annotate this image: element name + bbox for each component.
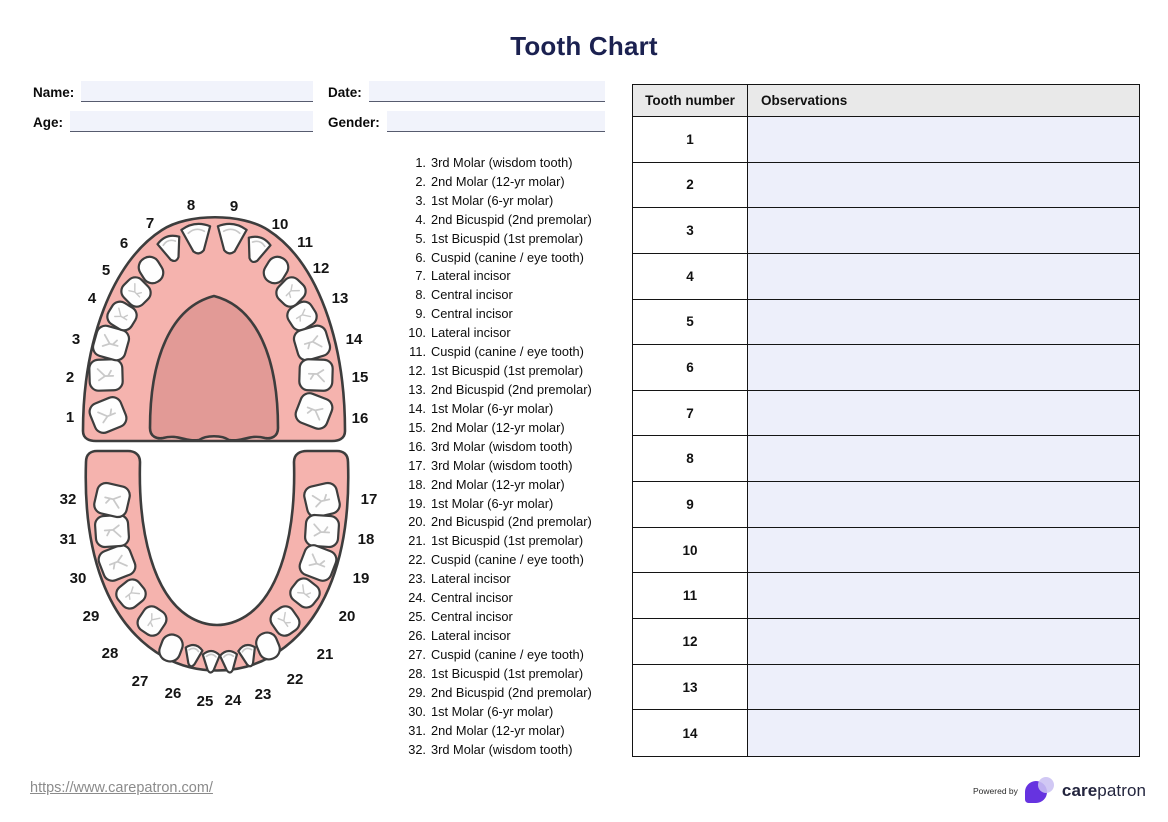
tooth-number-label: 17 [360, 491, 378, 508]
table-row [633, 345, 1139, 391]
tooth-list-number: 7. [415, 268, 426, 284]
tooth-list-number: 28. [408, 665, 426, 681]
tooth-list-number: 4. [415, 211, 426, 227]
tooth-number-label: 20 [338, 608, 356, 625]
tooth-list-item [401, 740, 616, 759]
tooth-number-label: 10 [271, 216, 289, 233]
tooth-list-number: 17. [408, 457, 426, 473]
tooth-number-cell: 2 [633, 163, 748, 208]
tooth-number-label: 16 [351, 410, 369, 427]
tooth-list-number: 21. [408, 533, 426, 549]
tooth-number-label: 7 [145, 215, 155, 232]
age-field-group [33, 110, 313, 132]
tooth-list-item [401, 210, 616, 229]
tooth-number-label: 25 [196, 693, 214, 710]
tooth-number-label: 30 [69, 570, 87, 587]
tooth-number-cell: 11 [633, 573, 748, 618]
observation-cell[interactable] [748, 436, 1139, 481]
date-label: Date: [328, 85, 362, 100]
tooth-list-number: 16. [408, 438, 426, 454]
tooth-number-label: 18 [357, 531, 375, 548]
tooth-list-item [401, 399, 616, 418]
tooth-list-item [401, 191, 616, 210]
tooth-list-number: 29. [408, 684, 426, 700]
tooth-list-item [401, 418, 616, 437]
tooth-list-number: 32. [408, 741, 426, 757]
tooth-list-name: 2nd Bicuspid (2nd premolar) [431, 211, 592, 227]
page-title: Tooth Chart [510, 31, 658, 61]
tooth-name-list [401, 153, 616, 759]
name-field-group [33, 80, 313, 102]
tooth-number-label: 19 [352, 570, 370, 587]
tooth-list-item [401, 626, 616, 645]
tooth-number-cell: 6 [633, 345, 748, 390]
tooth-number-label: 24 [224, 692, 242, 709]
tooth-list-item [401, 153, 616, 172]
carepatron-url-link[interactable]: https://www.carepatron.com/ [30, 780, 213, 796]
tooth-list-item [401, 229, 616, 248]
tooth-list-name: 2nd Molar (12-yr molar) [431, 419, 565, 435]
tooth-list-name: Lateral incisor [431, 268, 511, 284]
tooth-shape [95, 514, 130, 547]
tooth-list-item [401, 513, 616, 532]
tooth-list-number: 5. [415, 230, 426, 246]
powered-by-block [973, 777, 1146, 804]
tooth-number-label: 4 [87, 290, 97, 307]
tooth-number-label: 14 [345, 331, 363, 348]
tooth-list-name: 1st Bicuspid (1st premolar) [431, 363, 584, 379]
name-label: Name: [33, 85, 75, 100]
tooth-list-name: 2nd Bicuspid (2nd premolar) [431, 382, 592, 398]
tooth-list-number: 10. [408, 325, 426, 341]
tooth-list-number: 20. [408, 514, 426, 530]
tooth-number-cell: 12 [633, 619, 748, 664]
tooth-number-cell: 3 [633, 208, 748, 253]
observation-cell[interactable] [748, 117, 1139, 162]
tooth-number-label: 15 [351, 369, 369, 386]
tooth-list-number: 2. [415, 173, 426, 189]
tooth-list-name: 1st Bicuspid (1st premolar) [431, 665, 584, 681]
tooth-list-number: 24. [408, 590, 426, 606]
tooth-number-label: 21 [316, 646, 334, 663]
tooth-shape [299, 359, 333, 391]
tooth-list-number: 9. [415, 306, 426, 322]
tooth-list-item [401, 702, 616, 721]
tooth-list-name: Lateral incisor [431, 628, 511, 643]
gender-field-group [328, 110, 605, 132]
tooth-number-label: 2 [65, 369, 75, 386]
tooth-list-name: Cuspid (canine / eye tooth) [431, 249, 584, 265]
tooth-list-number: 22. [408, 552, 426, 568]
observation-cell[interactable] [748, 482, 1139, 527]
tooth-list-number: 15. [408, 419, 426, 435]
tooth-list-item [401, 285, 616, 304]
table-row [633, 619, 1139, 665]
powered-by-text: Powered by [973, 785, 1018, 796]
table-row [633, 710, 1139, 756]
tooth-list-item [401, 531, 616, 550]
tooth-number-label: 11 [297, 234, 313, 251]
observations-header: Observations [761, 93, 848, 108]
tooth-list-item [401, 550, 616, 569]
tooth-number-label: 23 [254, 686, 272, 703]
observation-cell[interactable] [748, 345, 1139, 390]
tooth-list-name: 1st Molar (6-yr molar) [431, 703, 554, 719]
tooth-number-label: 26 [164, 685, 182, 702]
table-row [633, 391, 1139, 437]
tooth-list-item [401, 683, 616, 702]
table-row [633, 300, 1139, 346]
tooth-list-name: 1st Bicuspid (1st premolar) [431, 533, 584, 549]
tooth-list-item [401, 664, 616, 683]
tooth-list-number: 11. [409, 344, 426, 360]
tooth-number-cell: 4 [633, 254, 748, 299]
carepatron-logo-icon [1025, 777, 1057, 804]
date-input[interactable] [369, 81, 605, 102]
tooth-list-item [401, 304, 616, 323]
tooth-number-label: 22 [286, 671, 304, 688]
tooth-number-label: 3 [71, 331, 81, 348]
table-row [633, 436, 1139, 482]
tooth-number-header: Tooth number [633, 85, 748, 116]
tooth-list-item [401, 645, 616, 664]
tooth-list-item [401, 475, 616, 494]
tooth-list-number: 12. [408, 363, 426, 379]
tooth-list-item [401, 248, 616, 267]
tooth-list-item [401, 607, 616, 626]
tooth-list-name: Cuspid (canine / eye tooth) [431, 646, 584, 662]
tooth-list-name: Central incisor [431, 287, 513, 303]
tooth-number-label: 8 [186, 197, 196, 214]
tooth-list-name: Central incisor [431, 306, 513, 322]
tooth-list-number: 26. [408, 628, 426, 643]
tooth-list-name: Lateral incisor [431, 571, 511, 587]
tooth-list-item [401, 323, 616, 342]
table-row [633, 528, 1139, 574]
observation-cell[interactable] [748, 254, 1139, 299]
tooth-number-label: 9 [229, 198, 239, 215]
tooth-list-item [401, 267, 616, 286]
brand-rest-part: patron [1097, 780, 1147, 800]
tooth-list-name: Lateral incisor [431, 325, 511, 341]
tooth-list-name: Cuspid (canine / eye tooth) [431, 344, 584, 360]
table-row [633, 254, 1139, 300]
tooth-list-item [401, 456, 616, 475]
tooth-number-label: 28 [101, 645, 119, 662]
name-input[interactable] [81, 81, 313, 102]
tooth-list-number: 19. [408, 495, 426, 511]
tooth-list-name: 1st Molar (6-yr molar) [431, 192, 554, 208]
observation-cell[interactable] [748, 208, 1139, 253]
tooth-list-number: 3. [415, 192, 426, 208]
date-field-group [328, 80, 605, 102]
gender-input[interactable] [387, 111, 605, 132]
tooth-number-cell: 7 [633, 391, 748, 436]
tooth-list-name: 3rd Molar (wisdom tooth) [431, 741, 573, 757]
tooth-list-name: 1st Molar (6-yr molar) [431, 400, 554, 416]
tooth-list-item [401, 380, 616, 399]
tooth-list-number: 25. [408, 609, 426, 625]
upper-arch-diagram [50, 190, 380, 448]
tooth-list-number: 14. [408, 400, 426, 416]
tooth-list-name: 3rd Molar (wisdom tooth) [431, 438, 573, 454]
tooth-list-name: Cuspid (canine / eye tooth) [431, 552, 584, 568]
tooth-list-name: 3rd Molar (wisdom tooth) [431, 457, 573, 473]
observation-cell[interactable] [748, 665, 1139, 710]
observation-cell[interactable] [748, 573, 1139, 618]
tooth-list-name: Central incisor [431, 590, 513, 606]
tooth-shape [89, 359, 123, 391]
tooth-number-cell: 14 [633, 710, 748, 756]
tooth-list-item [401, 361, 616, 380]
tooth-number-label: 5 [101, 262, 111, 279]
table-row [633, 208, 1139, 254]
tooth-list-number: 23. [408, 571, 426, 587]
table-row [633, 573, 1139, 619]
carepatron-brand-text [1062, 781, 1146, 801]
tooth-number-label: 12 [312, 260, 330, 277]
tooth-shape [305, 514, 340, 547]
tooth-list-number: 13. [408, 382, 426, 398]
tooth-list-number: 1. [415, 154, 426, 170]
brand-bold-part: care [1061, 780, 1098, 800]
observation-cell[interactable] [748, 300, 1139, 345]
observation-cell[interactable] [748, 391, 1139, 436]
observation-cell[interactable] [748, 528, 1139, 573]
observations-table [632, 84, 1140, 757]
tooth-list-item [401, 342, 616, 361]
tooth-list-name: 2nd Bicuspid (2nd premolar) [431, 514, 592, 530]
table-row [633, 482, 1139, 528]
tooth-number-label: 13 [331, 290, 349, 307]
tooth-list-name: 1st Bicuspid (1st premolar) [431, 230, 584, 246]
lower-arch-diagram [46, 446, 390, 718]
tooth-shape [92, 481, 131, 519]
age-input[interactable] [70, 111, 313, 132]
tooth-list-name: 2nd Molar (12-yr molar) [431, 476, 565, 492]
tooth-list-name: Central incisor [431, 609, 513, 625]
tooth-list-number: 8. [415, 287, 426, 303]
tooth-list-name: 2nd Molar (12-yr molar) [431, 722, 565, 738]
tooth-list-item [401, 494, 616, 513]
tooth-list-item [401, 588, 616, 607]
tooth-number-label: 31 [59, 531, 77, 548]
tooth-number-label: 1 [65, 409, 75, 426]
table-body [633, 117, 1139, 756]
tooth-number-label: 6 [119, 235, 129, 252]
tooth-number-label: 27 [131, 673, 149, 690]
observation-cell[interactable] [748, 710, 1139, 756]
tooth-list-number: 31. [408, 722, 426, 738]
tooth-list-item [401, 172, 616, 191]
tooth-number-cell: 9 [633, 482, 748, 527]
tooth-number-cell: 5 [633, 300, 748, 345]
gender-label: Gender: [328, 115, 380, 130]
observation-cell[interactable] [748, 619, 1139, 664]
tooth-list-item [401, 721, 616, 740]
tooth-shape [302, 481, 341, 519]
tooth-list-number: 27. [408, 646, 426, 662]
tooth-list-number: 6. [415, 249, 426, 265]
observation-cell[interactable] [748, 163, 1139, 208]
tooth-list-name: 1st Molar (6-yr molar) [431, 495, 554, 511]
tooth-number-label: 29 [82, 608, 100, 625]
tooth-number-cell: 13 [633, 665, 748, 710]
table-row [633, 665, 1139, 711]
tooth-list-number: 18. [408, 476, 426, 492]
tooth-list-name: 2nd Bicuspid (2nd premolar) [431, 684, 592, 700]
tooth-list-name: 2nd Molar (12-yr molar) [431, 173, 565, 189]
tooth-list-name: 3rd Molar (wisdom tooth) [431, 154, 573, 170]
tooth-list-number: 30. [408, 703, 426, 719]
tooth-number-cell: 1 [633, 117, 748, 162]
age-label: Age: [33, 115, 63, 130]
tooth-number-cell: 8 [633, 436, 748, 481]
tooth-number-cell: 10 [633, 528, 748, 573]
table-row [633, 163, 1139, 209]
table-row [633, 117, 1139, 163]
tooth-list-item [401, 437, 616, 456]
tooth-number-label: 32 [59, 491, 77, 508]
table-header-row [633, 85, 1139, 117]
tooth-list-item [401, 569, 616, 588]
